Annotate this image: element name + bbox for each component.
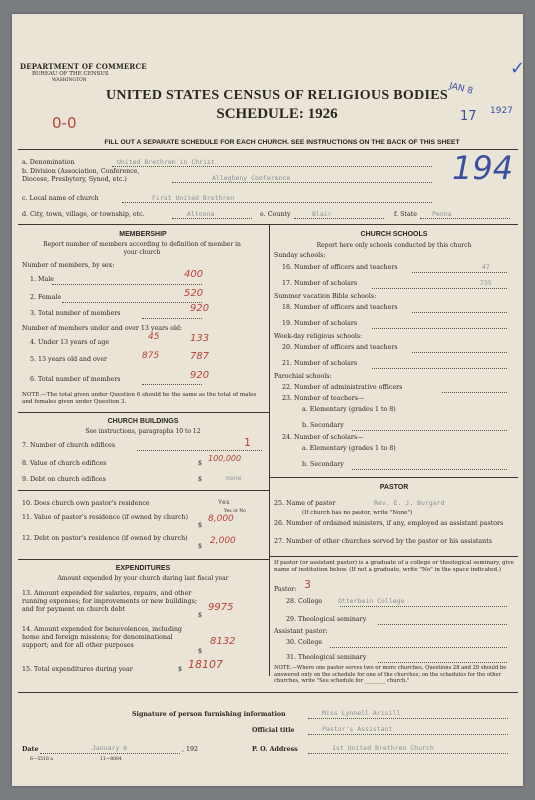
parochial-label: Parochial schools: — [274, 373, 332, 380]
q30-label: 30. College — [286, 639, 323, 646]
q18-label: 18. Number of officers and teachers — [282, 304, 398, 311]
q26-label: 26. Number of ordained ministers, if any, employed as assistant pastors — [274, 520, 504, 527]
city-value: Altoona — [187, 210, 215, 218]
q21-label: 21. Number of scholars — [282, 360, 358, 367]
q16-label: 16. Number of officers and teachers — [282, 264, 398, 271]
red-mark: 0-0 — [52, 114, 77, 132]
q14-label: 14. Amount expended for benevolences, including home and foreign missions; for denominational support; and for all other purposes — [22, 626, 182, 649]
q15-label: 15. Total expenditures during year — [22, 666, 133, 673]
q3-value: 920 — [190, 303, 210, 314]
q23-label: 23. Number of teachers— — [282, 395, 365, 402]
q11-label: 11. Value of pastor's residence (if owned by church) — [22, 514, 189, 521]
census-schedule-sheet — [12, 14, 526, 786]
dollar-sign: $ — [198, 522, 203, 529]
dollar-sign: $ — [198, 648, 203, 655]
pastor-heading: PASTOR — [379, 484, 409, 491]
dollar-sign: $ — [198, 612, 203, 619]
q17-value: 735 — [480, 279, 492, 287]
q7-value: 1 — [244, 436, 251, 449]
official-title-label: Official title — [252, 727, 295, 734]
q5-label: 5. 13 years old and over — [30, 356, 108, 363]
q14-value: 8132 — [210, 636, 236, 647]
signature-label: Signature of person furnishing information — [132, 711, 286, 718]
check-mark: ✓ — [510, 58, 526, 79]
po-value: 1st United Brethren Church — [332, 744, 434, 752]
q17-label: 17. Number of scholars — [282, 280, 358, 287]
q28-label: 28. College — [286, 598, 323, 605]
dollar-sign: $ — [198, 543, 203, 550]
pastor-note: NOTE.—Where one pastor serves two or more churches, Questions 28 and 29 should be answered only on the schedule for one of the churches; on the schedules for the other churches, write "See schedule for ________ church." — [274, 665, 507, 684]
weekday-label: Week-day religious schools: — [274, 333, 363, 340]
year-label: , 192 — [182, 746, 199, 753]
q6-label: 6. Total number of members — [30, 376, 121, 383]
denomination-value: United Brethren in Christ — [117, 158, 215, 166]
q7-label: 7. Number of church edifices — [22, 442, 116, 449]
q13-value: 9975 — [208, 602, 234, 613]
q24b-label: b. Secondary — [302, 461, 344, 468]
q4-value: 45 — [148, 332, 160, 342]
q6-value: 920 — [190, 370, 210, 381]
dept-label: DEPARTMENT OF COMMERCE — [20, 62, 147, 71]
official-title-value: Pastor's Assistant — [322, 725, 393, 733]
q29-label: 29. Theological seminary — [286, 616, 367, 623]
buildings-heading: CHURCH BUILDINGS — [107, 418, 179, 425]
q25-value: Rev. E. J. Burgard — [374, 499, 445, 507]
date-value: January 6 — [92, 744, 128, 752]
expenditures-sub: Amount expended by your church during last fiscal year — [57, 575, 229, 582]
q19-label: 19. Number of scholars — [282, 320, 358, 327]
q22-label: 22. Number of administrative officers — [282, 384, 403, 391]
membership-sub: Report number of members according to definition of member in your church — [43, 241, 241, 256]
q11-value: 8,000 — [208, 514, 234, 524]
form-number: 6—5518 a — [30, 757, 53, 762]
date-label: Date — [22, 746, 39, 753]
city-label: WASHINGTON — [52, 78, 87, 83]
age-label: Number of members under and over 13 years old: — [22, 325, 183, 332]
page-title: UNITED STATES CENSUS OF RELIGIOUS BODIES — [105, 88, 448, 103]
stamp-date: JAN 8 — [448, 81, 474, 97]
dollar-sign: $ — [178, 666, 183, 673]
state-value: Penna — [432, 210, 452, 218]
q12-value: 2,000 — [210, 536, 236, 546]
q25-hint: (If church has no pastor, write "None") — [302, 510, 413, 516]
summer-label: Summer vacation Bible schools: — [274, 293, 377, 300]
q12-label: 12. Debt on pastor's residence (if owned by church) — [22, 535, 188, 542]
q1-label: 1. Male — [30, 276, 54, 283]
q9-label: 9. Debt on church edifices — [22, 476, 106, 483]
q2-value: 520 — [184, 288, 204, 299]
local-name-value: First United Brethren — [152, 194, 235, 202]
county-label: e. County — [260, 211, 291, 218]
q23b-label: b. Secondary — [302, 422, 344, 429]
q4-label: 4. Under 13 years of age — [30, 339, 110, 346]
q10-value: Yes — [218, 498, 230, 506]
q31-label: 31. Theological seminary — [286, 654, 367, 661]
stamp-number: 17 — [460, 109, 477, 124]
by-sex-label: Number of members, by sex: — [22, 262, 115, 269]
q25-label: 25. Name of pastor — [274, 500, 336, 507]
signature-value: Miss Lynnell Arisill — [322, 709, 401, 717]
membership-note: NOTE.—The total given under Question 6 should be the same as the total of males and females given under Question 3. — [22, 392, 257, 405]
q28-value: Otterbein College — [338, 597, 405, 605]
q5-typed-value: 787 — [190, 351, 210, 362]
q24-label: 24. Number of scholars— — [282, 434, 364, 441]
q2-label: 2. Female — [30, 294, 62, 301]
county-value: Blair — [312, 210, 332, 218]
q8-label: 8. Value of church edifices — [22, 460, 107, 467]
schedule-title: SCHEDULE: 1926 — [216, 106, 338, 122]
q15-value: 18107 — [188, 658, 223, 671]
q20-label: 20. Number of officers and teachers — [282, 344, 398, 351]
city-label-field: d. City, town, village, or township, etc. — [22, 211, 145, 218]
graduate-note: If pastor (or assistant pastor) is a graduate of a college or theological seminary, give name of institution below. (If not a graduate, write "No" in the space indicated.) — [274, 560, 514, 573]
form-number-2: 11—8084 — [100, 757, 122, 762]
denomination-label: a. Denomination — [22, 159, 75, 166]
q8-value: 100,000 — [208, 454, 242, 463]
division-value: Allegheny Conference — [212, 174, 291, 182]
dollar-sign: $ — [198, 476, 203, 483]
buildings-sub: See instructions, paragraphs 10 to 12 — [85, 428, 201, 435]
q3-label: 3. Total number of members — [30, 310, 121, 317]
pastor-mark: 3 — [304, 578, 311, 591]
local-name-label: c. Local name of church — [22, 195, 99, 202]
po-label: P. O. Address — [252, 746, 298, 753]
q4-typed-value: 133 — [190, 333, 210, 344]
q13-label: 13. Amount expended for salaries, repairs, and other running expenses; for improvements or new buildings; and for payment on church debt — [22, 590, 198, 613]
q10-label: 10. Does church own pastor's residence — [22, 500, 150, 507]
blue-number: 194 — [452, 149, 514, 187]
dollar-sign: $ — [198, 460, 203, 467]
schools-heading: CHURCH SCHOOLS — [360, 231, 428, 238]
q16-value: 47 — [482, 263, 490, 271]
q27-label: 27. Number of other churches served by the pastor or his assistants — [274, 538, 492, 545]
membership-heading: MEMBERSHIP — [119, 231, 167, 238]
q5-value: 875 — [142, 351, 160, 361]
assistant-label: Assistant pastor: — [274, 628, 328, 635]
division-label: b. Division (Association, Conference, Diocese, Presbytery, Synod, etc.) — [22, 168, 140, 183]
pastor-label: Pastor: — [274, 586, 297, 593]
instruction-line: FILL OUT A SEPARATE SCHEDULE FOR EACH CHURCH. SEE INSTRUCTIONS ON THE BACK OF THIS SHEET — [104, 139, 460, 146]
q23a-label: a. Elementary (grades 1 to 8) — [302, 406, 396, 413]
expenditures-heading: EXPENDITURES — [115, 565, 171, 572]
sunday-label: Sunday schools: — [274, 252, 326, 259]
q9-value: none — [226, 474, 242, 482]
schools-sub: Report here only schools conducted by this church — [316, 242, 472, 249]
q24a-label: a. Elementary (grades 1 to 8) — [302, 445, 396, 452]
stamp-year: 1927 — [490, 106, 513, 116]
q1-value: 400 — [184, 269, 204, 280]
q10-hint: Yes or No — [224, 509, 246, 514]
bureau-label: BUREAU OF THE CENSUS — [32, 71, 109, 77]
state-label: f. State — [394, 211, 417, 218]
